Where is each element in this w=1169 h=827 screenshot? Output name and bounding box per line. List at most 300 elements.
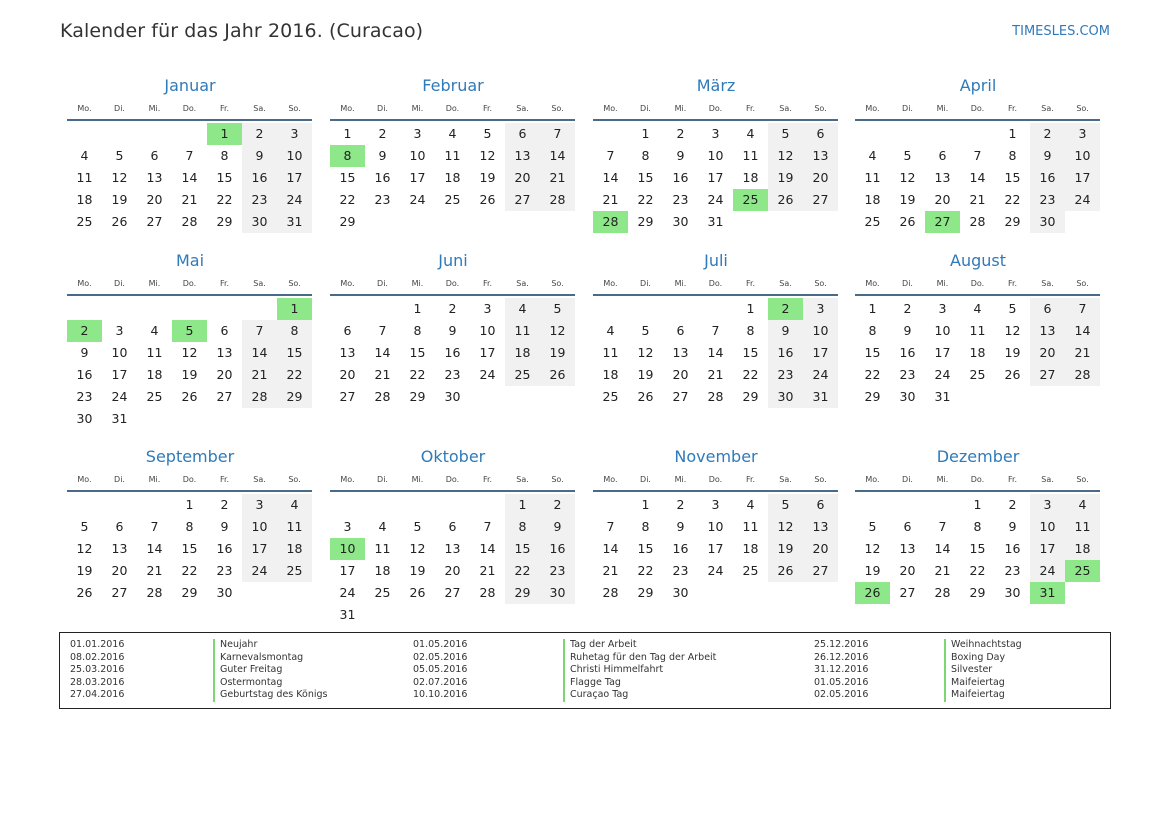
weekday-label: Do. xyxy=(970,104,985,113)
weekday-label: Di. xyxy=(902,279,913,288)
day-cell: 23 xyxy=(672,563,689,578)
day-cell: 21 xyxy=(181,192,198,207)
day-cell: 20 xyxy=(934,192,951,207)
holiday-name: Weihnachtstag xyxy=(944,639,1022,652)
day-cell: 3 xyxy=(343,519,352,534)
day-cell: 28 xyxy=(602,585,619,600)
day-cell: 31 xyxy=(339,607,356,622)
day-cell: 27 xyxy=(216,389,233,404)
day-cell: 7 xyxy=(540,123,575,145)
day-cell: 9 xyxy=(1030,145,1065,167)
weekday-label: Di. xyxy=(114,279,125,288)
day-cell: 24 xyxy=(339,585,356,600)
weekday-label: Fr. xyxy=(482,104,493,113)
day-cell: 23 xyxy=(672,192,689,207)
empty-cell xyxy=(277,408,312,430)
day-cell: 21 xyxy=(934,563,951,578)
day-cell: 11 xyxy=(444,148,461,163)
holiday-name: Maifeiertag xyxy=(944,689,1022,702)
weekday-label: Mi. xyxy=(936,104,949,113)
day-cell: 30 xyxy=(672,585,689,600)
weekday-label: Di. xyxy=(114,475,125,484)
month-juli xyxy=(593,248,839,408)
day-cell: 16 xyxy=(76,367,93,382)
empty-cell xyxy=(207,408,242,430)
day-cell: 9 xyxy=(242,145,277,167)
day-cell: 24 xyxy=(111,389,128,404)
day-cell: 7 xyxy=(606,148,615,163)
day-cell: 9 xyxy=(540,516,575,538)
holiday-name: Ruhetag für den Tag der Arbeit xyxy=(563,652,716,665)
day-cell: 9 xyxy=(676,519,685,534)
month-title: November xyxy=(674,447,758,466)
weekday-label: Fr. xyxy=(745,475,756,484)
weekday-label: Do. xyxy=(445,475,460,484)
month-title: Oktober xyxy=(420,447,486,466)
weekday-label: So. xyxy=(1076,475,1089,484)
day-cell: 17 xyxy=(707,541,724,556)
holiday-date: 02.07.2016 xyxy=(413,676,468,688)
day-cell: 28 xyxy=(242,386,277,408)
day-cell: 10 xyxy=(803,320,838,342)
day-cell: 17 xyxy=(242,538,277,560)
day-cell: 29 xyxy=(339,214,356,229)
day-cell: 25 xyxy=(505,364,540,386)
day-cell: 14 xyxy=(181,170,198,185)
day-cell: 28 xyxy=(540,189,575,211)
day-grid xyxy=(67,492,312,604)
day-cell: 23 xyxy=(374,192,391,207)
empty-cell xyxy=(137,494,172,516)
empty-cell xyxy=(540,604,575,626)
empty-cell xyxy=(890,494,925,516)
weekday-label: Mi. xyxy=(674,104,687,113)
weekday-label: Fr. xyxy=(219,104,230,113)
day-grid xyxy=(593,121,838,233)
day-cell: 19 xyxy=(409,563,426,578)
weekday-label: Mo. xyxy=(865,279,880,288)
day-cell: 1 xyxy=(641,497,650,512)
empty-cell xyxy=(242,408,277,430)
day-cell: 12 xyxy=(1004,323,1021,338)
day-cell: 25 xyxy=(444,192,461,207)
weekday-label: Sa. xyxy=(1041,475,1054,484)
day-cell: 12 xyxy=(864,541,881,556)
empty-cell xyxy=(698,582,733,604)
day-cell: 3 xyxy=(938,301,947,316)
day-cell: 22 xyxy=(339,192,356,207)
weekday-header xyxy=(855,470,1101,490)
day-grid xyxy=(330,492,575,626)
day-cell: 29 xyxy=(637,214,654,229)
day-cell: 21 xyxy=(969,192,986,207)
month-märz xyxy=(593,73,839,233)
weekday-label: Sa. xyxy=(1041,104,1054,113)
empty-cell xyxy=(400,211,435,233)
day-cell: 4 xyxy=(150,323,159,338)
day-cell: 28 xyxy=(969,214,986,229)
day-cell: 23 xyxy=(768,364,803,386)
empty-cell xyxy=(1065,582,1100,604)
weekday-header xyxy=(67,274,313,294)
day-cell: 17 xyxy=(934,345,951,360)
weekday-label: Fr. xyxy=(1007,475,1018,484)
weekday-label: Sa. xyxy=(253,104,266,113)
site-link[interactable]: TIMESLES.COM xyxy=(1012,24,1110,39)
day-cell: 16 xyxy=(768,342,803,364)
day-cell: 5 xyxy=(768,494,803,516)
day-cell: 26 xyxy=(76,585,93,600)
day-cell: 21 xyxy=(374,367,391,382)
empty-cell xyxy=(1065,211,1100,233)
weekday-header xyxy=(330,470,576,490)
day-cell: 2 xyxy=(903,301,912,316)
day-cell: 26 xyxy=(899,214,916,229)
weekday-label: So. xyxy=(551,279,564,288)
weekday-label: Mo. xyxy=(77,104,92,113)
day-cell: 17 xyxy=(339,563,356,578)
day-cell: 4 xyxy=(80,148,89,163)
day-grid xyxy=(67,296,312,430)
weekday-label: So. xyxy=(551,475,564,484)
day-cell: 2 xyxy=(1008,497,1017,512)
weekday-header xyxy=(855,99,1101,119)
day-cell: 11 xyxy=(602,345,619,360)
day-cell: 29 xyxy=(409,389,426,404)
day-cell: 8 xyxy=(185,519,194,534)
day-cell: 22 xyxy=(505,560,540,582)
day-cell: 20 xyxy=(899,563,916,578)
day-cell: 16 xyxy=(444,345,461,360)
weekday-label: Mi. xyxy=(148,104,161,113)
day-cell: 27 xyxy=(899,585,916,600)
day-cell: 26 xyxy=(540,364,575,386)
day-cell: 29 xyxy=(216,214,233,229)
day-cell: 1 xyxy=(868,301,877,316)
day-cell: 24 xyxy=(707,192,724,207)
empty-cell xyxy=(67,298,102,320)
day-cell: 7 xyxy=(483,519,492,534)
day-grid xyxy=(593,296,838,408)
day-cell: 13 xyxy=(1030,320,1065,342)
month-oktober xyxy=(330,444,576,626)
day-cell: 6 xyxy=(803,123,838,145)
page-title: Kalender für das Jahr 2016. (Curacao) xyxy=(60,20,424,42)
holiday-name: Flagge Tag xyxy=(563,677,716,690)
day-cell: 27 xyxy=(672,389,689,404)
weekday-label: Do. xyxy=(182,104,197,113)
weekday-label: Do. xyxy=(445,104,460,113)
day-cell: 15 xyxy=(216,170,233,185)
weekday-label: Mi. xyxy=(674,279,687,288)
empty-cell xyxy=(102,298,137,320)
day-cell: 31 xyxy=(277,211,312,233)
day-cell: 29 xyxy=(637,585,654,600)
day-cell: 22 xyxy=(181,563,198,578)
weekday-label: Mo. xyxy=(77,279,92,288)
day-cell: 9 xyxy=(378,148,387,163)
day-cell: 11 xyxy=(146,345,163,360)
day-cell: 10 xyxy=(707,148,724,163)
weekday-label: Do. xyxy=(970,475,985,484)
day-cell: 28 xyxy=(146,585,163,600)
empty-cell xyxy=(960,123,995,145)
day-cell: 15 xyxy=(637,541,654,556)
day-grid xyxy=(330,121,575,233)
weekday-label: Di. xyxy=(902,475,913,484)
day-cell: 17 xyxy=(409,170,426,185)
weekday-label: So. xyxy=(288,475,301,484)
weekday-label: Di. xyxy=(640,279,651,288)
day-cell: 24 xyxy=(277,189,312,211)
day-cell: 9 xyxy=(448,323,457,338)
day-cell: 8 xyxy=(505,516,540,538)
day-cell: 26 xyxy=(409,585,426,600)
day-cell: 3 xyxy=(277,123,312,145)
empty-cell xyxy=(242,582,277,604)
weekday-label: Mi. xyxy=(936,475,949,484)
day-cell: 16 xyxy=(540,538,575,560)
day-cell: 19 xyxy=(76,563,93,578)
day-cell: 27 xyxy=(339,389,356,404)
holiday-name: Tag der Arbeit xyxy=(563,639,716,652)
day-cell: 14 xyxy=(1065,320,1100,342)
day-cell: 3 xyxy=(242,494,277,516)
day-cell: 31 xyxy=(803,386,838,408)
holiday-date: 02.05.2016 xyxy=(413,651,468,663)
day-cell: 6 xyxy=(448,519,457,534)
holiday-date: 25.12.2016 xyxy=(814,639,869,650)
weekday-label: Sa. xyxy=(253,475,266,484)
empty-cell xyxy=(505,604,540,626)
day-cell: 4 xyxy=(746,497,755,512)
day-cell: 29 xyxy=(277,386,312,408)
month-november xyxy=(593,444,839,604)
day-cell: 9 xyxy=(903,323,912,338)
month-title: Dezember xyxy=(936,447,1020,466)
day-cell: 5 xyxy=(172,320,207,342)
month-title: Februar xyxy=(422,76,484,95)
empty-cell xyxy=(960,386,995,408)
day-cell: 20 xyxy=(111,563,128,578)
weekday-label: Mi. xyxy=(411,279,424,288)
weekday-label: Do. xyxy=(182,475,197,484)
day-cell: 31 xyxy=(934,389,951,404)
day-cell: 1 xyxy=(746,301,755,316)
day-cell: 15 xyxy=(339,170,356,185)
day-cell: 14 xyxy=(934,541,951,556)
day-cell: 20 xyxy=(216,367,233,382)
day-cell: 28 xyxy=(593,211,628,233)
day-cell: 12 xyxy=(479,148,496,163)
day-cell: 18 xyxy=(1065,538,1100,560)
day-cell: 18 xyxy=(146,367,163,382)
day-cell: 2 xyxy=(242,123,277,145)
day-cell: 20 xyxy=(444,563,461,578)
weekday-label: So. xyxy=(814,279,827,288)
weekday-label: Fr. xyxy=(482,475,493,484)
day-cell: 30 xyxy=(216,585,233,600)
weekday-header xyxy=(330,274,576,294)
day-cell: 23 xyxy=(242,189,277,211)
day-cell: 16 xyxy=(899,345,916,360)
empty-cell xyxy=(855,494,890,516)
day-cell: 18 xyxy=(76,192,93,207)
day-cell: 6 xyxy=(220,323,229,338)
day-cell: 14 xyxy=(242,342,277,364)
empty-cell xyxy=(172,123,207,145)
weekday-label: Di. xyxy=(377,279,388,288)
day-cell: 19 xyxy=(111,192,128,207)
month-august xyxy=(855,248,1101,408)
day-cell: 3 xyxy=(483,301,492,316)
day-cell: 1 xyxy=(185,497,194,512)
day-cell: 13 xyxy=(803,145,838,167)
weekday-label: Mi. xyxy=(411,104,424,113)
day-cell: 30 xyxy=(444,389,461,404)
day-cell: 22 xyxy=(637,192,654,207)
day-cell: 30 xyxy=(899,389,916,404)
day-cell: 4 xyxy=(973,301,982,316)
day-cell: 29 xyxy=(864,389,881,404)
weekday-label: Mi. xyxy=(936,279,949,288)
weekday-label: Do. xyxy=(708,475,723,484)
day-grid xyxy=(67,121,312,233)
holiday-legend xyxy=(59,632,1111,709)
day-cell: 11 xyxy=(864,170,881,185)
weekday-header xyxy=(593,274,839,294)
day-cell: 14 xyxy=(602,170,619,185)
weekday-label: Sa. xyxy=(516,104,529,113)
empty-cell xyxy=(768,582,803,604)
day-cell: 5 xyxy=(903,148,912,163)
weekday-header xyxy=(330,99,576,119)
day-cell: 1 xyxy=(641,126,650,141)
empty-cell xyxy=(593,123,628,145)
day-cell: 31 xyxy=(1030,582,1065,604)
day-cell: 25 xyxy=(76,214,93,229)
empty-cell xyxy=(277,582,312,604)
day-cell: 10 xyxy=(707,519,724,534)
day-cell: 19 xyxy=(1004,345,1021,360)
empty-cell xyxy=(803,582,838,604)
day-cell: 30 xyxy=(768,386,803,408)
weekday-label: Fr. xyxy=(1007,104,1018,113)
day-cell: 16 xyxy=(1004,541,1021,556)
day-cell: 25 xyxy=(864,214,881,229)
holiday-date: 25.03.2016 xyxy=(70,664,125,675)
day-cell: 1 xyxy=(973,497,982,512)
day-cell: 27 xyxy=(111,585,128,600)
day-cell: 1 xyxy=(413,301,422,316)
weekday-label: Fr. xyxy=(1007,279,1018,288)
day-cell: 12 xyxy=(181,345,198,360)
day-cell: 18 xyxy=(277,538,312,560)
day-cell: 20 xyxy=(803,538,838,560)
day-cell: 23 xyxy=(216,563,233,578)
holiday-name: Ostermontag xyxy=(213,677,328,690)
day-cell: 3 xyxy=(711,497,720,512)
weekday-label: Di. xyxy=(902,104,913,113)
day-cell: 9 xyxy=(1008,519,1017,534)
day-cell: 23 xyxy=(540,560,575,582)
day-cell: 16 xyxy=(242,167,277,189)
day-cell: 11 xyxy=(277,516,312,538)
weekday-label: Do. xyxy=(970,279,985,288)
weekday-label: Sa. xyxy=(516,475,529,484)
empty-cell xyxy=(137,408,172,430)
day-cell: 24 xyxy=(1030,560,1065,582)
day-cell: 1 xyxy=(277,298,312,320)
day-cell: 23 xyxy=(1030,189,1065,211)
day-cell: 19 xyxy=(540,342,575,364)
day-grid xyxy=(593,492,838,604)
weekday-label: Fr. xyxy=(745,104,756,113)
empty-cell xyxy=(137,298,172,320)
day-cell: 15 xyxy=(969,541,986,556)
weekday-label: Do. xyxy=(708,104,723,113)
day-cell: 21 xyxy=(540,167,575,189)
holiday-date: 26.12.2016 xyxy=(814,651,869,663)
weekday-label: Mi. xyxy=(411,475,424,484)
day-cell: 12 xyxy=(768,516,803,538)
weekday-label: Do. xyxy=(182,279,197,288)
day-grid xyxy=(330,296,575,408)
day-cell: 26 xyxy=(479,192,496,207)
holiday-date: 27.04.2016 xyxy=(70,689,125,700)
holiday-name: Curaçao Tag xyxy=(563,689,716,702)
empty-cell xyxy=(67,123,102,145)
day-cell: 2 xyxy=(220,497,229,512)
weekday-label: Di. xyxy=(377,475,388,484)
day-cell: 10 xyxy=(330,538,365,560)
day-cell: 5 xyxy=(768,123,803,145)
weekday-label: So. xyxy=(551,104,564,113)
day-cell: 29 xyxy=(969,585,986,600)
day-cell: 25 xyxy=(602,389,619,404)
day-cell: 22 xyxy=(742,367,759,382)
empty-cell xyxy=(400,604,435,626)
day-cell: 18 xyxy=(742,541,759,556)
day-cell: 11 xyxy=(742,519,759,534)
day-cell: 7 xyxy=(185,148,194,163)
day-cell: 12 xyxy=(409,541,426,556)
day-cell: 8 xyxy=(330,145,365,167)
weekday-label: So. xyxy=(288,104,301,113)
day-cell: 6 xyxy=(676,323,685,338)
day-cell: 8 xyxy=(220,148,229,163)
day-cell: 18 xyxy=(505,342,540,364)
day-cell: 5 xyxy=(641,323,650,338)
day-cell: 2 xyxy=(676,497,685,512)
day-cell: 13 xyxy=(899,541,916,556)
holiday-date: 01.05.2016 xyxy=(814,676,869,688)
day-cell: 12 xyxy=(540,320,575,342)
day-cell: 4 xyxy=(448,126,457,141)
month-title: Mai xyxy=(175,251,205,270)
weekday-label: Mo. xyxy=(340,475,355,484)
empty-cell xyxy=(435,494,470,516)
weekday-label: Sa. xyxy=(253,279,266,288)
empty-cell xyxy=(365,604,400,626)
weekday-header xyxy=(593,470,839,490)
day-cell: 29 xyxy=(742,389,759,404)
day-cell: 15 xyxy=(181,541,198,556)
day-cell: 28 xyxy=(934,585,951,600)
day-cell: 14 xyxy=(540,145,575,167)
weekday-label: Mo. xyxy=(603,104,618,113)
day-cell: 19 xyxy=(479,170,496,185)
